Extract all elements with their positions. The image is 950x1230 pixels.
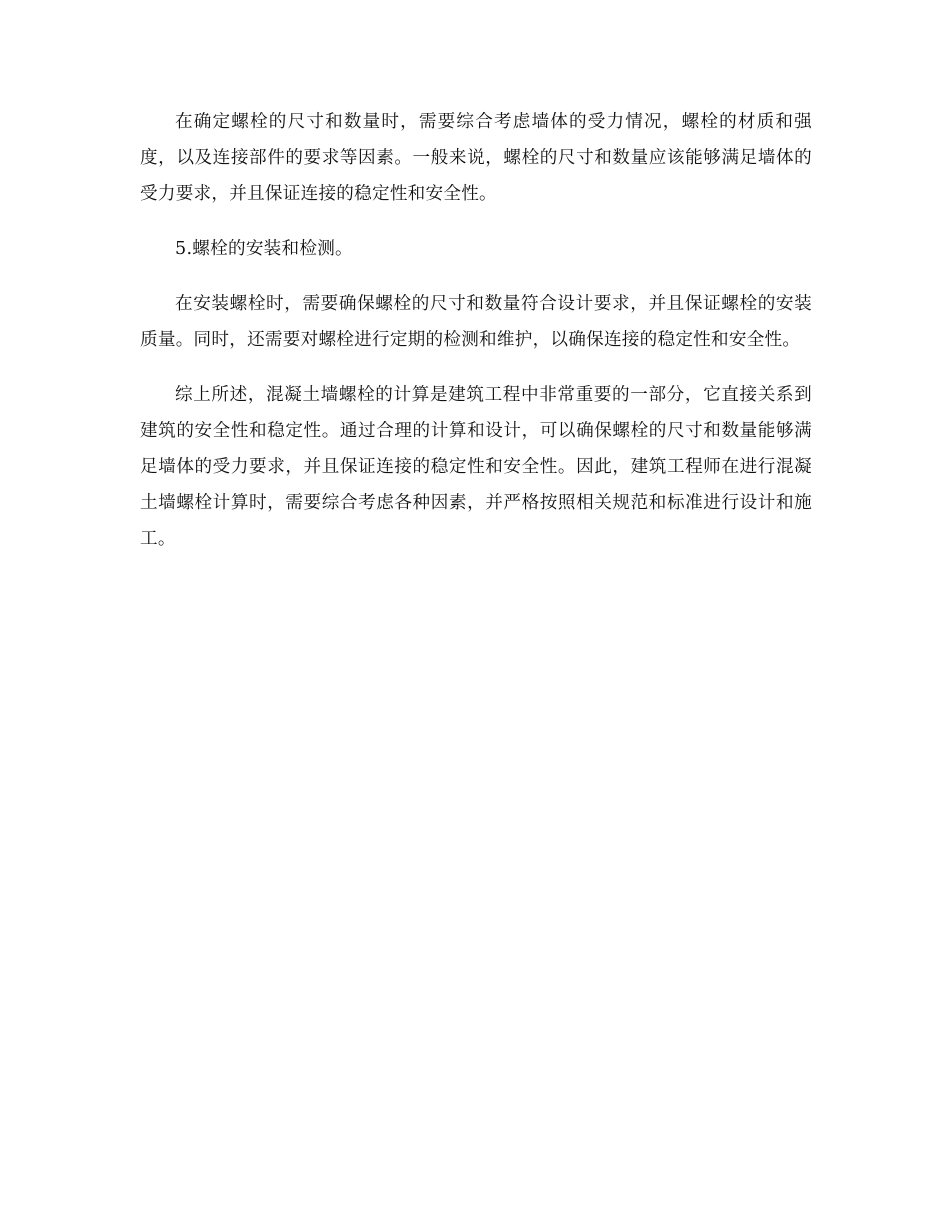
paragraph-conclusion: 综上所述，混凝土墙螺栓的计算是建筑工程中非常重要的一部分，它直接关系到建筑的安全性和稳定性。通过合理的计算和设计，可以确保螺栓的尺寸和数量能够满足墙体的受力要求，并且保证连接的稳定性和安全性。因此，建筑工程师在进行混凝土墙螺栓计算时，需要综合考虑各种因素，并严格按照相关规范和标准进行设计和施工。 (140, 385, 812, 549)
paragraph-installation: 在安装螺栓时，需要确保螺栓的尺寸和数量符合设计要求，并且保证螺栓的安装质量。同时，还需要对螺栓进行定期的检测和维护，以确保连接的稳定性和安全性。 (140, 294, 812, 350)
paragraph-bolt-size-quantity: 在确定螺栓的尺寸和数量时，需要综合考虑墙体的受力情况，螺栓的材质和强度，以及连接部件的要求等因素。一般来说，螺栓的尺寸和数量应该能够满足墙体的受力要求，并且保证连接的稳定性和安全性。 (140, 112, 812, 204)
section-heading-installation-inspection: 5.螺栓的安装和检测。 (175, 239, 353, 259)
document-body (140, 104, 812, 576)
